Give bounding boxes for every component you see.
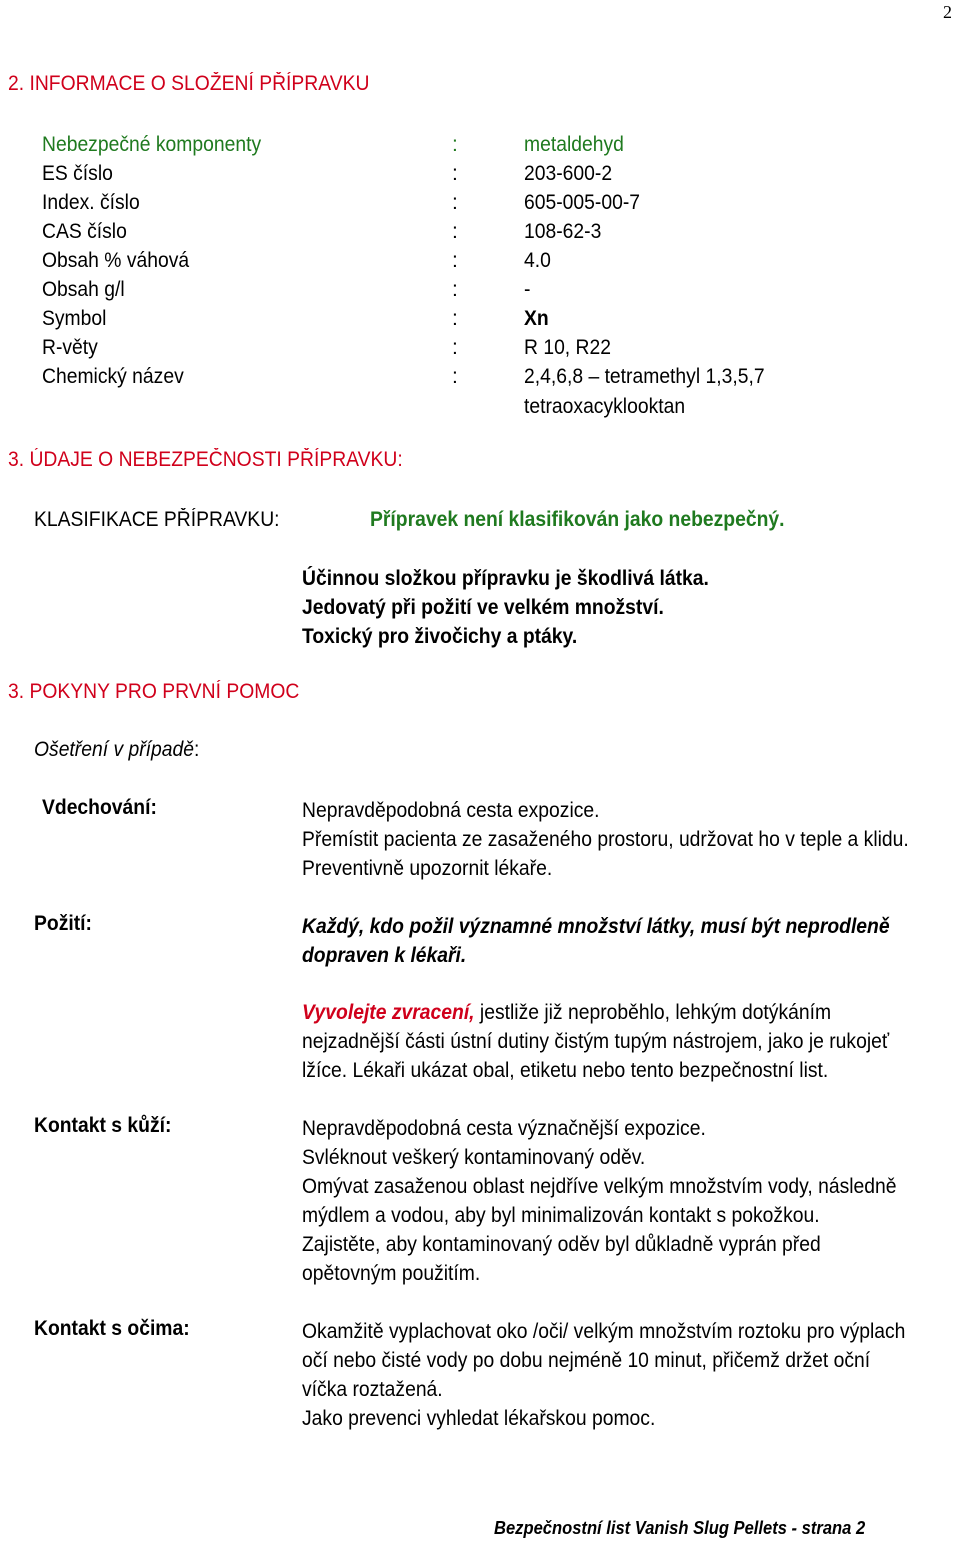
row-separator: : [452, 336, 458, 359]
text-line: Každý, kdo požil významné množství látky, musí být neprodleně [302, 915, 890, 938]
classification-value: Přípravek není klasifikován jako nebezpečný. [370, 508, 785, 531]
row-separator: : [452, 307, 458, 330]
row-value: 108-62-3 [524, 220, 602, 243]
table-row [42, 304, 942, 333]
section-2-heading: 2. INFORMACE O SLOŽENÍ PŘÍPRAVKU [8, 72, 370, 95]
table-row [42, 188, 942, 217]
skin-contact-text [302, 1114, 948, 1288]
row-value: 605-005-00-7 [524, 191, 641, 214]
row-label: Obsah % váhová [42, 249, 190, 272]
vomit-instruction: Vyvolejte zvracení, [302, 1001, 475, 1024]
text-line: mýdlem a vodou, aby byl minimalizován kontakt s pokožkou. [302, 1204, 820, 1227]
section-3-heading: 3. ÚDAJE O NEBEZPEČNOSTI PŘÍPRAVKU: [8, 448, 403, 471]
text-line: Nepravděpodobná cesta expozice. [302, 799, 600, 822]
inhalation-label: Vdechování: [42, 796, 157, 819]
row-separator: : [452, 365, 458, 388]
row-label: Chemický název [42, 365, 184, 388]
row-separator: : [452, 220, 458, 243]
hazard-statements [302, 564, 744, 651]
row-value: R 10, R22 [524, 336, 611, 359]
page-footer: Bezpečnostní list Vanish Slug Pellets - strana 2 [494, 1518, 866, 1538]
table-row [42, 362, 942, 391]
text-line: nejzadnější části ústní dutiny čistým tupým nástrojem, jako je rukojeť [302, 1030, 890, 1053]
row-separator: : [452, 278, 458, 301]
row-separator: : [452, 133, 458, 156]
text-line: Jako prevenci vyhledat lékařskou pomoc. [302, 1407, 656, 1430]
text-line: Zajistěte, aby kontaminovaný oděv byl důkladně vyprán před [302, 1233, 821, 1256]
text-line: Omývat zasaženou oblast nejdříve velkým množstvím vody, následně [302, 1175, 897, 1198]
row-label: R-věty [42, 336, 98, 359]
table-row [42, 217, 942, 246]
eye-contact-text [302, 1317, 958, 1433]
row-value: 2,4,6,8 – tetramethyl 1,3,5,7 [524, 365, 765, 388]
row-separator: : [452, 191, 458, 214]
ingestion-warning [302, 912, 941, 970]
text-line: Okamžitě vyplachovat oko /oči/ velkým množstvím roztoku pro výplach [302, 1320, 906, 1343]
row-label: Index. číslo [42, 191, 140, 214]
hazard-line: Účinnou složkou přípravku je škodlivá látka. [302, 567, 709, 590]
table-row [42, 246, 942, 275]
ingestion-label: Požití: [34, 912, 92, 935]
section-4-heading: 3. POKYNY PRO PRVNÍ POMOC [8, 680, 300, 703]
row-value: Xn [524, 307, 549, 330]
chemical-name-continuation: tetraoxacyklooktan [524, 395, 686, 418]
eye-contact-label: Kontakt s očima: [34, 1317, 190, 1340]
skin-contact-label: Kontakt s kůží: [34, 1114, 172, 1137]
row-label: CAS číslo [42, 220, 127, 243]
table-row [42, 130, 942, 159]
text-line: Preventivně upozornit lékaře. [302, 857, 553, 880]
table-row [42, 159, 942, 188]
classification-label: KLASIFIKACE PŘÍPRAVKU: [34, 508, 280, 531]
text-line: jestliže již neproběhlo, lehkým dotýkáním [474, 1001, 832, 1024]
page-number: 2 [943, 2, 952, 22]
text-line: Svléknout veškerý kontaminovaný oděv. [302, 1146, 646, 1169]
row-label: Obsah g/l [42, 278, 125, 301]
table-row [42, 333, 942, 362]
hazard-line: Jedovatý při požití ve velkém množství. [302, 596, 664, 619]
row-value: 4.0 [524, 249, 551, 272]
row-label: ES číslo [42, 162, 113, 185]
row-label: Nebezpečné komponenty [42, 133, 262, 156]
inhalation-text [302, 796, 960, 883]
row-separator: : [452, 249, 458, 272]
hazard-line: Toxický pro živočichy a ptáky. [302, 625, 578, 648]
text-line: víčka roztažená. [302, 1378, 443, 1401]
row-separator: : [452, 162, 458, 185]
row-value: metaldehyd [524, 133, 624, 156]
ingestion-text [302, 998, 940, 1085]
table-row [42, 392, 942, 421]
treatment-label: Ošetření v případě: [34, 738, 200, 761]
text-line: dopraven k lékaři. [302, 944, 467, 967]
row-label: Symbol [42, 307, 107, 330]
text-line: lžíce. Lékaři ukázat obal, etiketu nebo tento bezpečnostní list. [302, 1059, 829, 1082]
table-row [42, 275, 942, 304]
text-line: očí nebo čisté vody po dobu nejméně 10 minut, přičemž držet oční [302, 1349, 871, 1372]
text-line: opětovným použitím. [302, 1262, 481, 1285]
row-value: 203-600-2 [524, 162, 613, 185]
row-value: - [524, 278, 531, 301]
text-line: Přemístit pacienta ze zasaženého prostoru, udržovat ho v teple a klidu. [302, 828, 909, 851]
text-line: Nepravděpodobná cesta význačnější expozice. [302, 1117, 706, 1140]
